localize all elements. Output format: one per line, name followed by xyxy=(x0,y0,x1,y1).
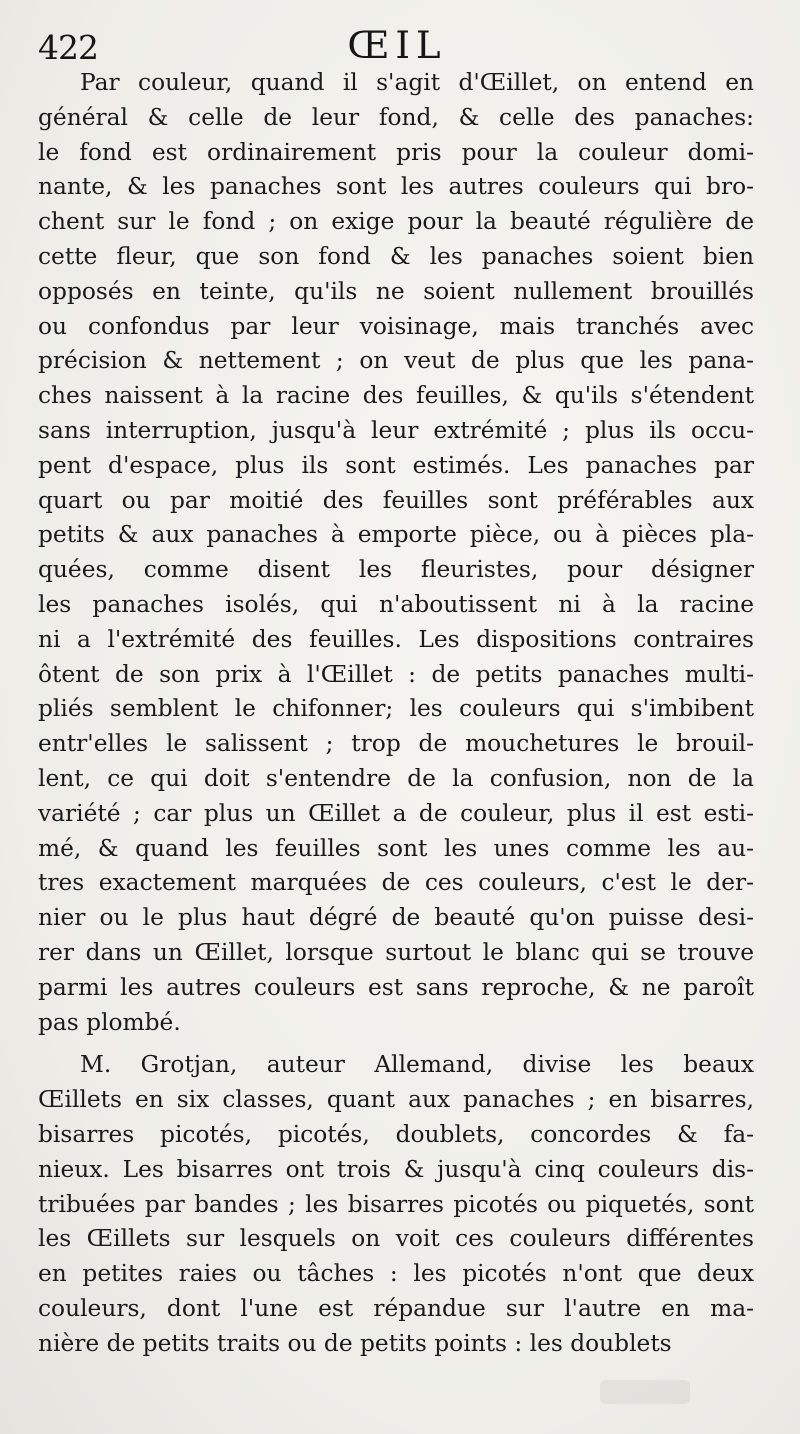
text-line: sans interruption, jusqu'à leur extrémité ; plus ils occu- xyxy=(38,416,754,444)
text-line: lent, ce qui doit s'entendre de la confusion, non de la xyxy=(38,764,754,792)
text-line: variété ; car plus un Œillet a de couleur, plus il est esti- xyxy=(38,799,754,827)
text-line: parmi les autres couleurs est sans reproche, & ne paroît xyxy=(38,973,754,1001)
text-line: quées, comme disent les fleuristes, pour désigner xyxy=(38,556,754,584)
text-line: nière de petits traits ou de petits points : les doublets xyxy=(38,1329,672,1357)
text-line: Par couleur, quand il s'agit d'Œillet, on entend en xyxy=(80,69,754,96)
text-line: ches naissent à la racine des feuilles, & qu'ils s'étendent xyxy=(38,382,754,410)
text-line: chent sur le fond ; on exige pour la beauté régulière de xyxy=(38,208,754,236)
text-line: nante, & les panaches sont les autres couleurs qui bro- xyxy=(38,173,754,201)
text-line: les panaches isolés, qui n'aboutissent ni à la racine xyxy=(38,590,754,618)
text-line: pliés semblent le chifonner; les couleurs qui s'imbibent xyxy=(38,695,754,723)
text-line: couleurs, dont l'une est répandue sur l'autre en ma- xyxy=(38,1294,754,1322)
text-line: tres exactement marquées de ces couleurs, c'est le der- xyxy=(38,869,754,897)
text-line: ou confondus par leur voisinage, mais tranchés avec xyxy=(38,312,754,340)
text-line: pent d'espace, plus ils sont estimés. Les panaches par xyxy=(38,451,754,479)
text-line: le fond est ordinairement pris pour la couleur domi- xyxy=(38,138,754,166)
text-line: M. Grotjan, auteur Allemand, divise les beaux xyxy=(80,1051,754,1079)
page-header xyxy=(38,18,756,68)
paragraph xyxy=(38,1048,754,1361)
page-number: 422 xyxy=(38,28,98,67)
show-through-ink xyxy=(600,1380,690,1404)
text-line: nieux. Les bisarres ont trois & jusqu'à cinq couleurs dis- xyxy=(38,1155,754,1183)
paragraph xyxy=(38,66,754,1040)
text-line: pas plombé. xyxy=(38,1008,181,1036)
text-line: entr'elles le salissent ; trop de mouchetures le brouil- xyxy=(38,730,754,758)
text-line: général & celle de leur fond, & celle des panaches: xyxy=(38,103,754,131)
text-line: Œillets en six classes, quant aux panaches ; en bisarres, xyxy=(38,1086,754,1114)
text-line: nier ou le plus haut dégré de beauté qu'on puisse desi- xyxy=(38,904,754,932)
running-head: ŒIL xyxy=(347,24,447,67)
text-line: ôtent de son prix à l'Œillet : de petits panaches multi- xyxy=(38,660,754,688)
body-text xyxy=(38,66,754,1361)
text-line: les Œillets sur lesquels on voit ces couleurs différentes xyxy=(38,1225,754,1253)
text-line: bisarres picotés, picotés, doublets, concordes & fa- xyxy=(38,1120,754,1148)
text-line: ni a l'extrémité des feuilles. Les dispositions contraires xyxy=(38,625,754,653)
text-line: opposés en teinte, qu'ils ne soient nullement brouillés xyxy=(38,277,754,305)
text-line: quart ou par moitié des feuilles sont préférables aux xyxy=(38,486,754,514)
text-line: rer dans un Œillet, lorsque surtout le blanc qui se trouve xyxy=(38,938,754,966)
text-line: cette fleur, que son fond & les panaches soient bien xyxy=(38,242,754,270)
text-line: petits & aux panaches à emporte pièce, ou à pièces pla- xyxy=(38,521,754,549)
text-line: en petites raies ou tâches : les picotés n'ont que deux xyxy=(38,1260,754,1288)
text-line: tribuées par bandes ; les bisarres picotés ou piquetés, sont xyxy=(38,1190,754,1218)
text-line: mé, & quand les feuilles sont les unes comme les au- xyxy=(38,834,754,862)
text-line: précision & nettement ; on veut de plus que les pana- xyxy=(38,347,754,375)
